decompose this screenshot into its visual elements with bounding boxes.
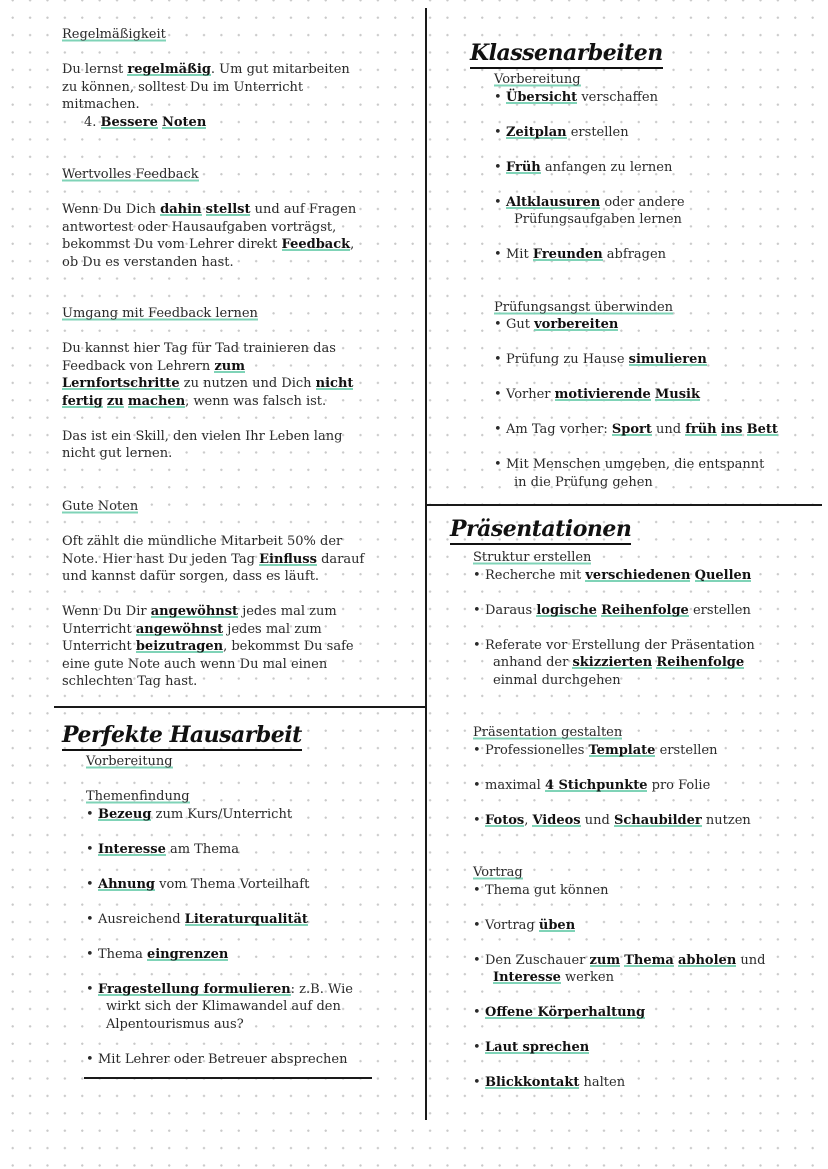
list-item: • Laut sprechen [473, 1040, 590, 1055]
section-title: Gute Noten [62, 499, 139, 514]
list-item: • Übersicht verschaffen [494, 89, 658, 105]
list-item: • maximal 4 Stichpunkte pro Folie [473, 777, 711, 793]
section-gute-noten: Gute Noten Oft zählt die mündliche Mitarbeit 50% der Note. Hier hast Du jeden Tag Einfluss darauf und kannst dafür sorgen, dass es läuft. Wenn Du Dir angewöhnst jedes mal zum Unterricht angewöhnst jedes mal zum Unterricht beizutragen, bekommst Du safe eine gute Note auch wenn Du mal einen schlechten Tag hast. [62, 499, 365, 689]
heading-praesentationen: Präsentationen [450, 516, 631, 545]
list-item: • Ausreichend Literaturqualität [86, 911, 308, 927]
subsection-title: Struktur erstellen [473, 550, 592, 565]
list-item: • Zeitplan erstellen [494, 124, 629, 140]
list-item: • Daraus logische Reihenfolge erstellen [473, 602, 751, 618]
section-klassenarbeiten-list: Vorbereitung • Übersicht verschaffen • Zeitplan erstellen • Früh anfangen zu lernen • Altklausuren oder andere Prüfungsaufgaben lernen • Mit Freunden abfragen Prüfungsangst überwinden • Gut vorbereiten • Prüfung zu Hause simulieren • Vorher motivierende Musik • Am Tag vorher: Sport und früh ins Bett • Mit Menschen umgeben, die entspannt in die Prüfung gehen [494, 72, 778, 490]
section-hausarbeit-list: Vorbereitung Themenfindung • Bezeug zum Kurs/Unterricht • Interesse am Thema • Ahnung vom Thema Vorteilhaft • Ausreichend Literaturqualität • Thema eingrenzen • Fragestellung formulieren: z.B. Wie wirkt sich der Klimawandel auf den Alpentourismus aus? • Mit Lehrer oder Betreuer absprechen [86, 754, 353, 1067]
list-item: • Thema gut können [473, 882, 609, 898]
subsection-title: Vorbereitung [494, 72, 581, 87]
subsection-title: Präsentation gestalten [473, 725, 623, 740]
list-item: • Prüfung zu Hause simulieren [494, 352, 707, 367]
list-item: • Recherche mit verschiedenen Quellen [473, 567, 752, 583]
list-item: • Vorher motivierende Musik [494, 387, 700, 402]
list-item: • Ahnung vom Thema Vorteilhaft [86, 876, 310, 892]
list-item: • Mit Freunden abfragen [494, 247, 667, 262]
list-item: • Am Tag vorher: Sport und früh ins Bett [494, 422, 778, 437]
list-item: • Referate vor Erstellung der Präsentation [473, 637, 755, 653]
list-item: • Offene Körperhaltung [473, 1005, 646, 1020]
section-regelmaessigkeit: Regelmäßigkeit Du lernst regelmäßig. Um gut mitarbeiten zu können, solltest Du im Unterricht mitmachen. 4. Bessere Noten [62, 27, 350, 130]
list-item: • Fragestellung formulieren: z.B. Wie [86, 981, 353, 997]
section-title: Regelmäßigkeit [62, 27, 166, 42]
list-item: • Altklausuren oder andere [494, 194, 685, 210]
list-item: • Professionelles Template erstellen [473, 742, 718, 758]
list-item: • Mit Menschen umgeben, die entspannt [494, 457, 765, 472]
section-praesentationen-list: Struktur erstellen • Recherche mit verschiedenen Quellen • Daraus logische Reihenfolge erstellen • Referate vor Erstellung der Präsentation anhand der skizzierten Reihenfolge einmal durchgehen Präsentation gestalten • Professionelles Template erstellen • maximal 4 Stichpunkte pro Folie • Fotos, Videos und Schaubilder nutzen Vortrag • Thema gut können • Vortrag üben • Den Zuschauer zum Thema abholen und Interesse werken • Offene Körperhaltung • Laut sprechen • Blickkontakt halten [473, 550, 766, 1090]
list-item: • Vortrag üben [473, 917, 576, 933]
section-wertvolles-feedback: Wertvolles Feedback Wenn Du Dich dahin stellst und auf Fragen antwortest oder Hausaufgaben vorträgst, bekommst Du vom Lehrer direkt Feedback, ob Du es verstanden hast. [62, 167, 357, 270]
subsection-title: Vortrag [473, 865, 523, 880]
heading-perfekte-hausarbeit: Perfekte Hausarbeit [62, 722, 302, 751]
subsection-title: Prüfungsangst überwinden [494, 299, 674, 315]
subsection-title: Vorbereitung [86, 754, 173, 769]
right-divider [426, 504, 822, 506]
list-item: • Früh anfangen zu lernen [494, 159, 673, 175]
list-item: • Gut vorbereiten [494, 317, 619, 332]
list-item: • Thema eingrenzen [86, 946, 229, 962]
list-item: • Mit Lehrer oder Betreuer absprechen [86, 1051, 348, 1067]
list-item: • Fotos, Videos und Schaubilder nutzen [473, 812, 751, 828]
list-item: • Interesse am Thema [86, 841, 240, 857]
list-item: • Bezeug zum Kurs/Unterricht [86, 806, 293, 822]
list-item: • Blickkontakt halten [473, 1075, 626, 1090]
list-item: • Den Zuschauer zum Thema abholen und [473, 952, 766, 968]
section-title: Wertvolles Feedback [62, 167, 199, 182]
section-title: Umgang mit Feedback lernen [62, 306, 258, 321]
vertical-divider [425, 8, 427, 1120]
left-divider [54, 706, 426, 708]
bottom-underline [84, 1077, 372, 1079]
section-umgang-feedback: Umgang mit Feedback lernen Du kannst hier Tag für Tad trainieren das Feedback von Lehrern zum Lernfortschritte zu nutzen und Dich nicht fertig zu machen, wenn was falsch ist. Das ist ein Skill, den vielen Ihr Leben lang nicht gut lernen. [62, 306, 354, 461]
heading-klassenarbeiten: Klassenarbeiten [470, 40, 663, 69]
subsection-title: Themenfindung [86, 789, 190, 804]
